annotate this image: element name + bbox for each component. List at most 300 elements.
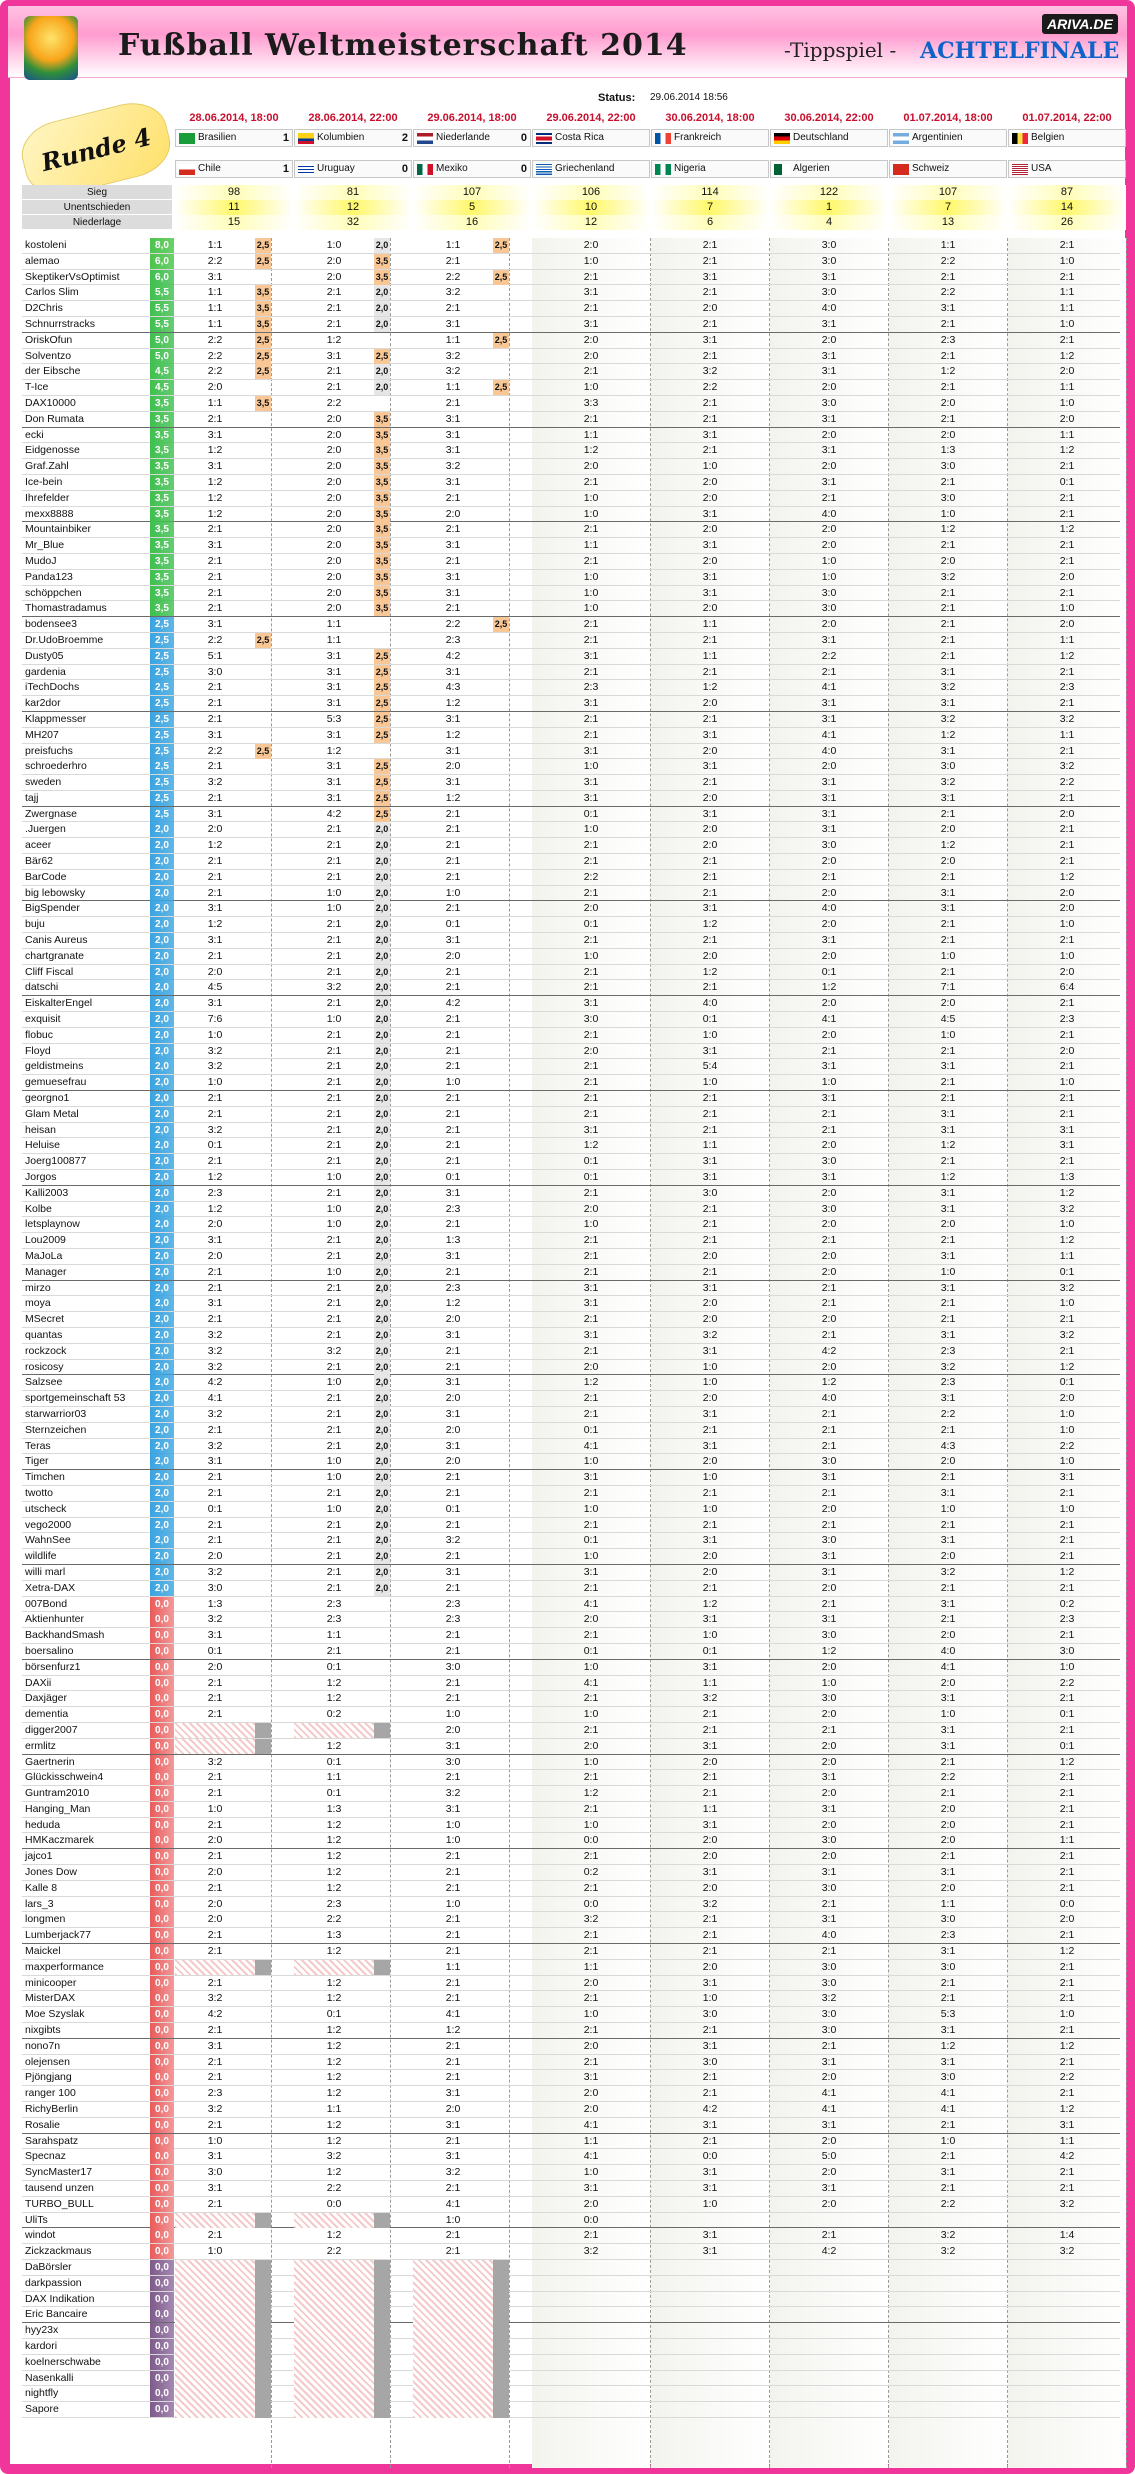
player-name[interactable]: Timchen	[25, 1471, 65, 1484]
player-name[interactable]: geldistmeins	[25, 1060, 84, 1073]
tip-cell: 2:0	[1059, 1913, 1075, 1926]
tip-cell: 3:3	[583, 396, 599, 409]
tip-cell: 3:1	[207, 270, 223, 283]
player-name[interactable]: exquisit	[25, 1013, 61, 1026]
tip-cell: 2:1	[702, 1518, 718, 1531]
player-name[interactable]: Dusty05	[25, 649, 64, 662]
player-name[interactable]: MisterDAX	[25, 1992, 76, 2005]
tip-cell: 2:0	[445, 507, 461, 520]
player-name[interactable]: DAX Indikation	[25, 2292, 95, 2305]
tip-cell: 2:3	[207, 2087, 223, 2100]
tip-cell: 2:0	[1059, 365, 1075, 378]
tip-cell: 1:0	[583, 254, 599, 267]
player-name[interactable]: sweden	[25, 776, 62, 789]
tip-cell: 2:0	[821, 1313, 837, 1326]
tip-cell: 2:1	[445, 1629, 461, 1642]
player-name[interactable]: longmen	[25, 1913, 66, 1926]
player-name[interactable]: starwarrior03	[25, 1407, 87, 1420]
player-name[interactable]: mirzo	[25, 1281, 51, 1294]
table-row	[22, 1991, 1120, 2007]
player-name[interactable]: kostoleni	[25, 239, 67, 251]
tip-cell: 1:1	[583, 539, 599, 552]
player-name[interactable]: vego2000	[25, 1518, 72, 1531]
player-name[interactable]: Sarahspatz	[25, 2134, 79, 2147]
table-row	[22, 1818, 1120, 1834]
player-name[interactable]: rockzock	[25, 1344, 67, 1357]
player-name[interactable]: Don Rumata	[25, 412, 84, 425]
table-row	[22, 838, 1120, 854]
tip-cell: 2:1	[821, 1044, 837, 1057]
player-name[interactable]: windot	[25, 2229, 56, 2242]
tip-cell: 3:1	[821, 1565, 837, 1578]
tip-cell: 1:0	[940, 1028, 956, 1041]
player-points: 2,0	[150, 854, 174, 869]
table-row	[22, 712, 1120, 728]
player-name[interactable]: bodensee3	[25, 618, 77, 631]
tip-cell: 2:1	[207, 949, 223, 962]
player-points: 2,5	[150, 649, 174, 664]
player-points: 0,0	[150, 1881, 174, 1896]
player-points: 4,5	[150, 364, 174, 379]
player-name[interactable]: börsenfurz1	[25, 1660, 81, 1673]
player-name[interactable]: UliTs	[25, 2213, 48, 2226]
tip-cell: 3:1	[940, 2055, 956, 2068]
player-name[interactable]: darkpassion	[25, 2276, 82, 2289]
player-name[interactable]: Zickzackmaus	[25, 2245, 92, 2258]
player-name[interactable]: TURBO_BULL	[25, 2197, 94, 2210]
player-name[interactable]: Jones Dow	[25, 1866, 77, 1879]
player-name[interactable]: koelnerschwabe	[25, 2355, 101, 2368]
tip-cell: 1:2	[445, 1297, 461, 1310]
player-name[interactable]: Dr.UdoBroemme	[25, 633, 104, 646]
player-name[interactable]: ermlitz	[25, 1739, 56, 1752]
tip-cell: 2:0	[702, 1834, 718, 1847]
player-name[interactable]: Hanging_Man	[25, 1802, 91, 1815]
tip-cell: 2:1	[583, 886, 599, 899]
stat-label-sieg: Sieg	[22, 185, 172, 200]
player-name[interactable]: heisan	[25, 1123, 56, 1136]
player-name[interactable]: hyy23x	[25, 2324, 59, 2337]
player-points: 0,0	[150, 2339, 174, 2354]
player-name[interactable]: olejensen	[25, 2055, 70, 2068]
player-name[interactable]: Lumberjack77	[25, 1929, 91, 1942]
player-name[interactable]: Ihrefelder	[25, 491, 70, 504]
player-name[interactable]: kardori	[25, 2339, 58, 2352]
tip-cell: 1:2	[1059, 349, 1075, 362]
stat-value-sieg: 98	[175, 185, 293, 200]
tip-cell: 2:1	[326, 381, 342, 394]
tip-cell: 2:1	[1059, 823, 1075, 836]
tip-cell: 2:1	[940, 1613, 956, 1626]
player-name[interactable]: nixgibts	[25, 2024, 61, 2037]
player-name[interactable]: Maickel	[25, 1945, 61, 1958]
player-name[interactable]: Glückisschwein4	[25, 1771, 104, 1784]
player-name[interactable]: Nasenkalli	[25, 2371, 74, 2384]
tip-cell	[770, 2213, 888, 2228]
table-row	[22, 1012, 1120, 1028]
tip-cell: 2:0	[583, 1044, 599, 1057]
tip-cell: 2:1	[702, 1486, 718, 1499]
tip-cell: 3:2	[702, 1328, 718, 1341]
player-name[interactable]: SyncMaster17	[25, 2166, 93, 2179]
player-name[interactable]: Sternzeichen	[25, 1423, 87, 1436]
tip-cell: 3:2	[445, 1534, 461, 1547]
player-name[interactable]: schöppchen	[25, 586, 82, 599]
player-name[interactable]: Cliff Fiscal	[25, 965, 74, 978]
tip-cell: 2:1	[445, 1028, 461, 1041]
player-name[interactable]: gemuesefrau	[25, 1076, 87, 1089]
player-name[interactable]: OriskOfun	[25, 333, 73, 346]
player-name[interactable]: tajj	[25, 791, 39, 804]
tip-cell: 3:1	[207, 934, 223, 947]
team-name: Niederlande	[436, 132, 490, 143]
tip-cell: 2:2	[940, 254, 956, 267]
player-name[interactable]: letsplaynow	[25, 1218, 80, 1231]
tip-cell: 2:0	[207, 1897, 223, 1910]
tip-cell: 2:3	[445, 633, 461, 646]
player-name[interactable]: Joerg100877	[25, 1155, 87, 1168]
player-name[interactable]: georgno1	[25, 1092, 70, 1105]
player-name[interactable]: Eidgenosse	[25, 444, 80, 457]
tip-cell: 2:0	[702, 949, 718, 962]
bonus-points: 2,0	[374, 1391, 390, 1406]
player-name[interactable]: Kalli2003	[25, 1186, 69, 1199]
tip-cell: 2:1	[1059, 1518, 1075, 1531]
player-name[interactable]: ranger 100	[25, 2087, 76, 2100]
player-name[interactable]: preisfuchs	[25, 744, 73, 757]
tip-cell: 2:0	[1059, 570, 1075, 583]
player-name[interactable]: MudoJ	[25, 554, 57, 567]
tip-cell: 2:0	[702, 491, 718, 504]
tip-cell: 3:1	[821, 2182, 837, 2195]
player-name[interactable]: HMKaczmarek	[25, 1834, 94, 1847]
tip-cell: 3:1	[702, 1439, 718, 1452]
player-name[interactable]: BigSpender	[25, 902, 80, 915]
player-name[interactable]: RichyBerlin	[25, 2103, 79, 2116]
tip-cell: 0:1	[326, 2008, 342, 2021]
player-name[interactable]: Aktienhunter	[25, 1613, 84, 1626]
table-row	[22, 2070, 1120, 2086]
tip-cell: 3:1	[445, 776, 461, 789]
player-name[interactable]: chartgranate	[25, 949, 84, 962]
tip-cell: 2:3	[1059, 1013, 1075, 1026]
player-name[interactable]: MSecret	[25, 1313, 65, 1326]
tip-cell: 3:1	[702, 1044, 718, 1057]
player-name[interactable]: Solventzo	[25, 349, 72, 362]
player-name[interactable]: Mountainbiker	[25, 523, 91, 536]
tip-cell: 3:1	[702, 2039, 718, 2052]
player-name[interactable]: Panda123	[25, 570, 73, 583]
tip-cell: 2:1	[583, 981, 599, 994]
tip-cell: 2:0	[940, 1455, 956, 1468]
tip-cell: 1:0	[702, 1629, 718, 1642]
tip-cell: 1:1	[207, 302, 223, 315]
tip-cell: 1:0	[583, 570, 599, 583]
player-name[interactable]: Guntram2010	[25, 1787, 90, 1800]
player-name[interactable]: Kalle 8	[25, 1881, 58, 1894]
player-name[interactable]: datschi	[25, 981, 59, 994]
player-name[interactable]: dementia	[25, 1708, 69, 1721]
player-name[interactable]: big lebowsky	[25, 886, 86, 899]
player-name[interactable]: ecki	[25, 428, 44, 441]
tip-cell: 1:2	[583, 1139, 599, 1152]
tip-cell: 3:1	[445, 1439, 461, 1452]
tip-cell: 3:0	[940, 1913, 956, 1926]
player-name[interactable]: rosicosy	[25, 1360, 64, 1373]
tip-cell: 2:0	[1059, 412, 1075, 425]
tip-cell: 0:1	[1059, 1376, 1075, 1389]
team-home	[1008, 129, 1126, 147]
player-name[interactable]: Heluise	[25, 1139, 61, 1152]
table-row	[22, 1486, 1120, 1502]
tip-cell: 3:0	[821, 602, 837, 615]
player-name[interactable]: wildlife	[25, 1550, 57, 1563]
player-points: 3,5	[150, 428, 174, 443]
tip-cell: 3:0	[821, 1976, 837, 1989]
player-name[interactable]: Xetra-DAX	[25, 1581, 76, 1594]
player-name[interactable]: Rosalie	[25, 2118, 61, 2131]
tip-cell: 2:1	[326, 1107, 342, 1120]
player-name[interactable]: D2Chris	[25, 302, 63, 315]
tip-cell: 3:1	[583, 1565, 599, 1578]
tip-cell: 3:1	[821, 1060, 837, 1073]
player-name[interactable]: Sapore	[25, 2403, 59, 2416]
player-name[interactable]: DaBörsler	[25, 2261, 72, 2273]
player-name[interactable]: buju	[25, 918, 45, 931]
missing-tips-block	[413, 2260, 493, 2418]
player-name[interactable]: 007Bond	[25, 1597, 68, 1610]
tip-cell: 2:0	[702, 791, 718, 804]
bonus-points: 2,0	[374, 917, 390, 932]
table-row	[22, 1770, 1120, 1786]
bonus-points: 2,5	[493, 333, 509, 348]
tip-cell: 0:1	[583, 1534, 599, 1547]
tip-cell: 2:1	[583, 1186, 599, 1199]
player-name[interactable]: lars_3	[25, 1897, 54, 1910]
tip-cell: 2:1	[940, 1423, 956, 1436]
player-name[interactable]: schroederhro	[25, 760, 87, 773]
tip-cell: 3:2	[940, 2245, 956, 2258]
table-row	[22, 696, 1120, 712]
tip-cell: 1:1	[702, 1139, 718, 1152]
tip-cell: 2:1	[326, 870, 342, 883]
player-name[interactable]: gardenia	[25, 665, 66, 678]
tip-table	[22, 238, 1120, 2418]
player-name[interactable]: sportgemeinschaft 53	[25, 1392, 126, 1405]
player-name[interactable]: Moe Szyslak	[25, 2008, 85, 2021]
player-name[interactable]: Bär62	[25, 855, 54, 868]
player-name[interactable]: heduda	[25, 1818, 61, 1831]
tip-cell: 2:1	[445, 554, 461, 567]
tip-cell: 2:1	[702, 1218, 718, 1231]
bonus-points: 2,0	[374, 285, 390, 300]
player-name[interactable]: alemao	[25, 254, 60, 267]
player-name[interactable]: .Juergen	[25, 823, 66, 836]
player-name[interactable]: Lou2009	[25, 1234, 66, 1247]
tip-cell: 1:0	[207, 1802, 223, 1815]
tip-cell: 2:0	[821, 1818, 837, 1831]
match-date: 28.06.2014, 18:00	[189, 112, 279, 124]
bonus-points: 3,5	[374, 538, 390, 553]
bonus-points: 3,5	[374, 254, 390, 269]
tip-cell	[889, 2371, 1007, 2386]
player-name[interactable]: boersalino	[25, 1644, 74, 1657]
tip-cell: 2:0	[445, 1723, 461, 1736]
player-name[interactable]: BackhandSmash	[25, 1629, 105, 1642]
bonus-points: 3,5	[374, 586, 390, 601]
tip-cell: 1:2	[1059, 649, 1075, 662]
tip-cell: 3:1	[445, 475, 461, 488]
tip-cell: 0:1	[583, 918, 599, 931]
player-name[interactable]: nightfly	[25, 2387, 59, 2400]
tip-cell: 2:0	[702, 1313, 718, 1326]
page-title: Fußball Weltmeisterschaft 2014	[118, 28, 688, 63]
player-name[interactable]: Schnurrstracks	[25, 317, 96, 330]
player-name[interactable]: DAXii	[25, 1676, 52, 1689]
player-name[interactable]: Salzsee	[25, 1376, 63, 1389]
player-points: 0,0	[150, 2197, 174, 2212]
player-name[interactable]: Manager	[25, 1265, 67, 1278]
tip-cell: 2:1	[445, 2229, 461, 2242]
team-name: USA	[1031, 163, 1052, 174]
player-name[interactable]: Glam Metal	[25, 1107, 79, 1120]
player-name[interactable]: twotto	[25, 1486, 54, 1499]
player-name[interactable]: Ice-bein	[25, 475, 63, 488]
tip-cell: 1:2	[326, 2071, 342, 2084]
player-name[interactable]: utscheck	[25, 1502, 67, 1515]
tip-cell: 2:1	[583, 475, 599, 488]
tip-cell: 4:1	[583, 1439, 599, 1452]
tip-cell: 4:0	[821, 744, 837, 757]
tip-cell: 2:1	[702, 286, 718, 299]
player-name[interactable]: Daxjäger	[25, 1692, 68, 1705]
player-name[interactable]: Thomastradamus	[25, 602, 107, 615]
player-name[interactable]: minicooper	[25, 1976, 77, 1989]
player-name[interactable]: Zwergnase	[25, 807, 77, 820]
tip-cell: 4:2	[1059, 2150, 1075, 2163]
tip-cell: 2:1	[940, 1755, 956, 1768]
tip-cell: 3:1	[940, 1486, 956, 1499]
player-name[interactable]: Canis Aureus	[25, 934, 88, 947]
tip-cell: 2:0	[821, 1028, 837, 1041]
player-name[interactable]: Specnaz	[25, 2150, 66, 2163]
player-name[interactable]: aceer	[25, 839, 52, 852]
tip-cell: 1:3	[445, 1234, 461, 1247]
player-name[interactable]: EiskalterEngel	[25, 997, 93, 1010]
tip-cell: 2:2	[1059, 1439, 1075, 1452]
player-name[interactable]: maxperformance	[25, 1960, 104, 1973]
player-name[interactable]: Carlos Slim	[25, 286, 79, 299]
table-row	[22, 1833, 1120, 1849]
tip-cell: 1:0	[583, 2166, 599, 2179]
player-points: 0,0	[150, 2039, 174, 2054]
tip-cell	[770, 2402, 888, 2417]
player-name[interactable]: BarCode	[25, 870, 67, 883]
player-points: 3,5	[150, 443, 174, 458]
tip-cell: 2:1	[821, 1234, 837, 1247]
tip-cell: 1:2	[207, 1202, 223, 1215]
player-name[interactable]: tausend unzen	[25, 2182, 94, 2195]
flag-icon	[774, 164, 790, 175]
player-name[interactable]: moya	[25, 1297, 51, 1310]
player-name[interactable]: DAX10000	[25, 396, 76, 409]
tip-cell: 2:1	[583, 728, 599, 741]
tip-cell: 3:2	[583, 2245, 599, 2258]
tip-cell: 2:1	[702, 870, 718, 883]
tip-cell: 4:2	[821, 2245, 837, 2258]
tip-cell: 1:2	[940, 523, 956, 536]
player-name[interactable]: Gaertnerin	[25, 1755, 75, 1768]
player-points: 2,5	[150, 759, 174, 774]
tip-cell: 2:1	[1059, 1155, 1075, 1168]
tip-cell: 1:2	[1059, 2039, 1075, 2052]
player-name[interactable]: MaJoLa	[25, 1250, 63, 1262]
tip-cell: 3:1	[445, 2150, 461, 2163]
player-name[interactable]: Floyd	[25, 1044, 51, 1057]
player-points: 2,0	[150, 1312, 174, 1327]
player-points: 8,0	[150, 238, 174, 253]
tip-cell: 3:0	[702, 1186, 718, 1199]
tip-cell: 1:0	[1059, 2008, 1075, 2021]
player-name[interactable]: Mr_Blue	[25, 539, 65, 552]
table-row	[22, 1249, 1120, 1265]
player-name[interactable]: willi marl	[25, 1565, 66, 1578]
table-row	[22, 901, 1120, 917]
stat-value-nied: 12	[532, 215, 650, 230]
player-name[interactable]: iTechDochs	[25, 681, 80, 694]
tip-cell: 3:1	[445, 712, 461, 725]
player-name[interactable]: jajco1	[25, 1850, 53, 1863]
player-name[interactable]: digger2007	[25, 1723, 78, 1736]
player-name[interactable]: MH207	[25, 728, 59, 741]
player-name[interactable]: der Eibsche	[25, 365, 81, 378]
player-name[interactable]: WahnSee	[25, 1534, 71, 1547]
tip-cell: 3:1	[940, 1123, 956, 1136]
table-row	[22, 491, 1120, 507]
round-badge: Runde 4	[15, 95, 177, 203]
player-name[interactable]: mexx8888	[25, 507, 74, 520]
player-name[interactable]: flobuc	[25, 1028, 54, 1041]
player-name[interactable]: nono7n	[25, 2039, 61, 2052]
tip-cell: 1:2	[207, 491, 223, 504]
player-name[interactable]: Klappmesser	[25, 712, 87, 725]
player-name[interactable]: Jorgos	[25, 1171, 57, 1184]
tip-cell: 3:1	[583, 1297, 599, 1310]
player-name[interactable]: T-Ice	[25, 381, 49, 394]
tip-cell: 2:1	[583, 1692, 599, 1705]
player-name[interactable]: SkeptikerVsOptimist	[25, 270, 120, 283]
missing-bonus	[374, 1960, 390, 1975]
player-name[interactable]: quantas	[25, 1328, 63, 1341]
player-name[interactable]: Eric Bancaire	[25, 2308, 88, 2321]
table-row	[22, 775, 1120, 791]
player-name[interactable]: Teras	[25, 1439, 51, 1452]
player-name[interactable]: Pjöngjang	[25, 2071, 72, 2084]
stat-value-unent: 1	[770, 200, 888, 215]
tip-cell: 3:2	[207, 1328, 223, 1341]
player-points: 0,0	[150, 2276, 174, 2291]
ariva-logo[interactable]: ARIVA.DE	[1042, 14, 1118, 34]
player-name[interactable]: kar2dor	[25, 697, 61, 710]
player-name[interactable]: Tiger	[25, 1455, 49, 1468]
tip-cell: 0:1	[445, 1502, 461, 1515]
tip-cell: 2:1	[445, 1155, 461, 1168]
player-name[interactable]: Graf.Zahl	[25, 460, 69, 473]
tip-cell: 2:1	[940, 317, 956, 330]
player-points: 0,0	[150, 2355, 174, 2370]
table-row	[22, 1628, 1120, 1644]
player-name[interactable]: Kolbe	[25, 1202, 52, 1215]
